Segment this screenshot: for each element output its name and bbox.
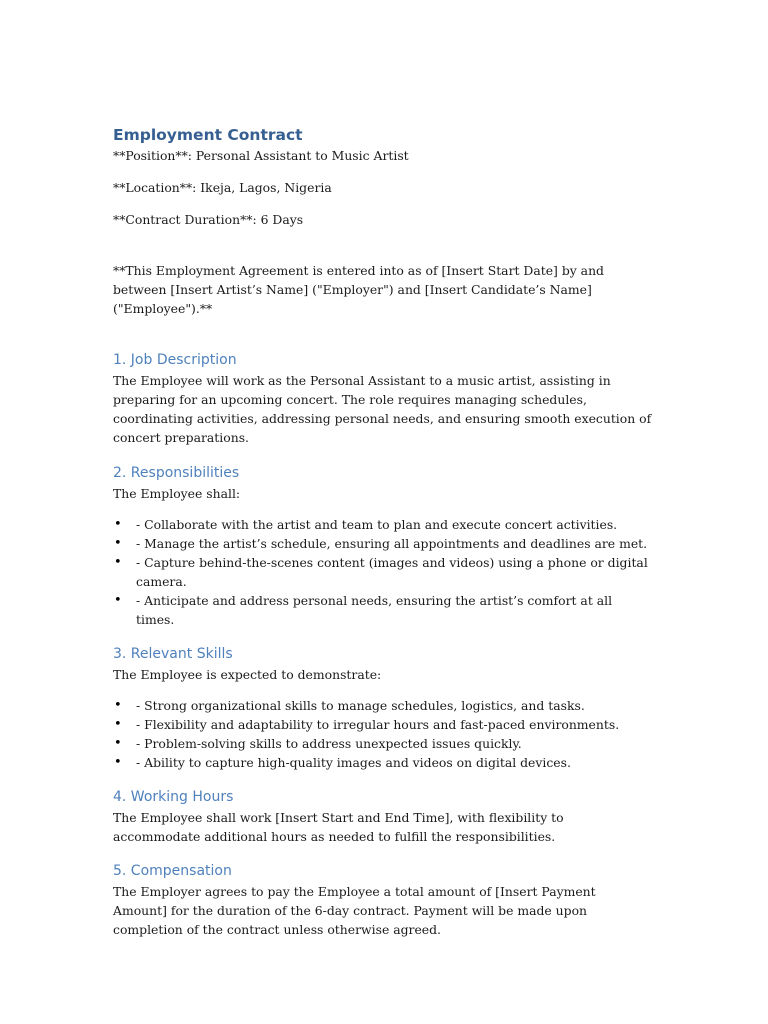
document-page xyxy=(113,124,653,939)
list-item xyxy=(113,553,653,591)
bullet-icon: • xyxy=(114,755,122,770)
list-item-text: - Anticipate and address personal needs, ensuring the artist’s comfort at all times. xyxy=(136,593,613,627)
agreement-intro: **This Employment Agreement is entered into as of [Insert Start Date] by and between [Insert Artist’s Name] ("Employer") and [Insert Candidate’s Name] ("Employee").** xyxy=(113,263,604,316)
list-item xyxy=(113,715,653,734)
section-working-hours xyxy=(113,786,653,846)
section-compensation xyxy=(113,860,653,939)
skills-list xyxy=(113,696,653,772)
list-item xyxy=(113,696,653,715)
section-body: The Employer agrees to pay the Employee a total amount of [Insert Payment Amount] for the duration of the 6-day contract. Payment will be made upon completion of the contract unless otherwise agreed. xyxy=(113,884,596,937)
section-intro: The Employee is expected to demonstrate: xyxy=(113,667,382,682)
section-relevant-skills xyxy=(113,643,653,772)
bullet-icon: • xyxy=(114,536,122,551)
list-item-text: - Manage the artist’s schedule, ensuring all appointments and deadlines are met. xyxy=(136,536,648,551)
section-responsibilities xyxy=(113,462,653,629)
bullet-icon: • xyxy=(114,555,122,570)
section-heading: 4. Working Hours xyxy=(113,789,234,805)
list-item xyxy=(113,515,653,534)
list-item-text: - Strong organizational skills to manage schedules, logistics, and tasks. xyxy=(136,698,585,713)
bullet-icon: • xyxy=(114,736,122,751)
section-job-description xyxy=(113,349,653,447)
list-item-text: - Ability to capture high-quality images and videos on digital devices. xyxy=(136,755,571,770)
bullet-icon: • xyxy=(114,593,122,608)
list-item xyxy=(113,534,653,553)
section-heading: 1. Job Description xyxy=(113,352,237,368)
section-heading: 5. Compensation xyxy=(113,863,232,879)
list-item-text: - Flexibility and adaptability to irregular hours and fast-paced environments. xyxy=(136,717,620,732)
document-title: Employment Contract xyxy=(113,126,303,144)
section-heading: 3. Relevant Skills xyxy=(113,646,233,662)
position-line: **Position**: Personal Assistant to Music Artist xyxy=(113,148,409,163)
bullet-icon: • xyxy=(114,517,122,532)
section-body: The Employee shall work [Insert Start and End Time], with flexibility to accommodate additional hours as needed to fulfill the responsibilities. xyxy=(113,810,564,844)
list-item-text: - Capture behind-the-scenes content (images and videos) using a phone or digital camera. xyxy=(136,555,648,589)
duration-line: **Contract Duration**: 6 Days xyxy=(113,212,304,227)
bullet-icon: • xyxy=(114,698,122,713)
list-item xyxy=(113,753,653,772)
bullet-icon: • xyxy=(114,717,122,732)
list-item-text: - Problem-solving skills to address unexpected issues quickly. xyxy=(136,736,522,751)
list-item xyxy=(113,591,653,629)
section-intro: The Employee shall: xyxy=(113,486,241,501)
location-line: **Location**: Ikeja, Lagos, Nigeria xyxy=(113,180,332,195)
list-item xyxy=(113,734,653,753)
section-heading: 2. Responsibilities xyxy=(113,465,240,481)
responsibilities-list xyxy=(113,515,653,629)
section-body: The Employee will work as the Personal Assistant to a music artist, assisting in preparing for an upcoming concert. The role requires managing schedules, coordinating activities, addressing personal needs, and ensuring smooth execution of concert preparations. xyxy=(113,373,652,445)
list-item-text: - Collaborate with the artist and team to plan and execute concert activities. xyxy=(136,517,618,532)
